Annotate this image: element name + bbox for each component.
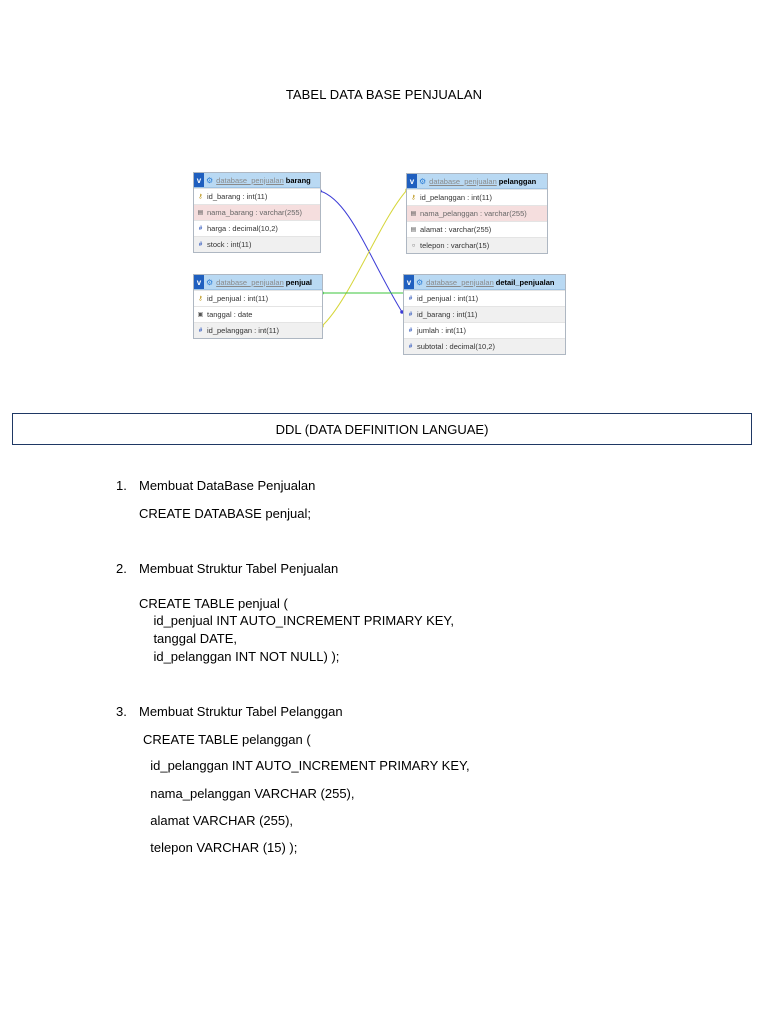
column-row: # harga : decimal(10,2) (194, 220, 320, 236)
key-icon: ⚷ (198, 194, 203, 200)
numeric-type-icon: # (198, 241, 203, 248)
column-row: # id_penjual : int(11) (404, 290, 565, 306)
code-line: id_pelanggan INT AUTO_INCREMENT PRIMARY KEY, (143, 758, 470, 773)
numeric-type-icon: # (408, 311, 413, 318)
er-table-barang[interactable] (193, 172, 321, 253)
table-toggle-icon[interactable]: v (194, 275, 204, 289)
db-name[interactable]: database_penjualan (216, 277, 284, 287)
numeric-type-icon: # (198, 327, 203, 334)
gear-icon[interactable]: ⚙ (206, 175, 214, 185)
er-table-header[interactable] (194, 275, 322, 290)
column-row: # id_pelanggan : int(11) (194, 322, 322, 338)
table-name: detail_penjualan (495, 277, 555, 287)
db-name[interactable]: database_penjualan (429, 176, 497, 186)
step-title: Membuat Struktur Tabel Pelanggan (139, 704, 343, 719)
table-toggle-icon[interactable]: v (404, 275, 414, 289)
relation-lines (0, 0, 768, 400)
step-number: 2. (116, 561, 127, 576)
numeric-type-icon: # (198, 225, 203, 232)
step-title: Membuat Struktur Tabel Penjualan (139, 561, 339, 576)
numeric-type-icon: # (408, 295, 413, 302)
column-row: ▣ tanggal : date (194, 306, 322, 322)
code-line: tanggal DATE, (139, 631, 238, 646)
relation-pelanggan-penjual (322, 190, 407, 326)
db-name[interactable]: database_penjualan (426, 277, 494, 287)
table-name: penjual (285, 277, 312, 287)
column-row: # id_barang : int(11) (404, 306, 565, 322)
column-row: ⚷ id_pelanggan : int(11) (407, 189, 547, 205)
code-line: nama_pelanggan VARCHAR (255), (143, 786, 355, 801)
gear-icon[interactable]: ⚙ (206, 277, 214, 287)
table-toggle-icon[interactable]: v (194, 173, 204, 187)
code-line: CREATE TABLE pelanggan ( (143, 732, 311, 747)
column-row: ○ telepon : varchar(15) (407, 237, 547, 253)
ddl-heading-box (12, 413, 752, 445)
db-name[interactable]: database_penjualan (216, 175, 284, 185)
page-title: TABEL DATA BASE PENJUALAN (285, 87, 483, 102)
column-row: # jumlah : int(11) (404, 322, 565, 338)
code-line: id_pelanggan INT NOT NULL) ); (139, 649, 340, 664)
step-number: 3. (116, 704, 127, 719)
code-line: CREATE DATABASE penjual; (139, 506, 311, 521)
column-row: ▤ nama_pelanggan : varchar(255) (407, 205, 547, 221)
gear-icon[interactable]: ⚙ (416, 277, 424, 287)
text-type-icon: ▤ (197, 210, 204, 216)
code-line: alamat VARCHAR (255), (143, 813, 294, 828)
relation-barang-detail (320, 191, 402, 312)
key-icon: ⚷ (198, 296, 203, 302)
step-number: 1. (116, 478, 127, 493)
ddl-heading: DDL (DATA DEFINITION LANGUAE) (275, 421, 489, 437)
table-name: barang (285, 175, 311, 185)
text-type-icon: ▤ (410, 227, 417, 233)
column-row: ⚷ id_barang : int(11) (194, 188, 320, 204)
step-title: Membuat DataBase Penjualan (139, 478, 316, 493)
column-row: ⚷ id_penjual : int(11) (194, 290, 322, 306)
text-type-icon: ○ (411, 242, 416, 249)
column-row: # subtotal : decimal(10,2) (404, 338, 565, 354)
numeric-type-icon: # (408, 327, 413, 334)
er-table-header[interactable] (404, 275, 565, 290)
text-type-icon: ▤ (410, 211, 417, 217)
er-table-header[interactable] (407, 174, 547, 189)
er-table-detail-penjualan[interactable] (403, 274, 566, 355)
er-table-header[interactable] (194, 173, 320, 188)
table-toggle-icon[interactable]: v (407, 174, 417, 188)
code-line: id_penjual INT AUTO_INCREMENT PRIMARY KEY, (139, 613, 455, 628)
date-type-icon: ▣ (197, 312, 204, 318)
table-name: pelanggan (498, 176, 537, 186)
gear-icon[interactable]: ⚙ (419, 176, 427, 186)
code-line: telepon VARCHAR (15) ); (143, 840, 298, 855)
key-icon: ⚷ (411, 195, 416, 201)
numeric-type-icon: # (408, 343, 413, 350)
er-table-penjual[interactable] (193, 274, 323, 339)
column-row: ▤ nama_barang : varchar(255) (194, 204, 320, 220)
column-row: # stock : int(11) (194, 236, 320, 252)
er-table-pelanggan[interactable] (406, 173, 548, 254)
code-line: CREATE TABLE penjual ( (139, 596, 288, 611)
column-row: ▤ alamat : varchar(255) (407, 221, 547, 237)
